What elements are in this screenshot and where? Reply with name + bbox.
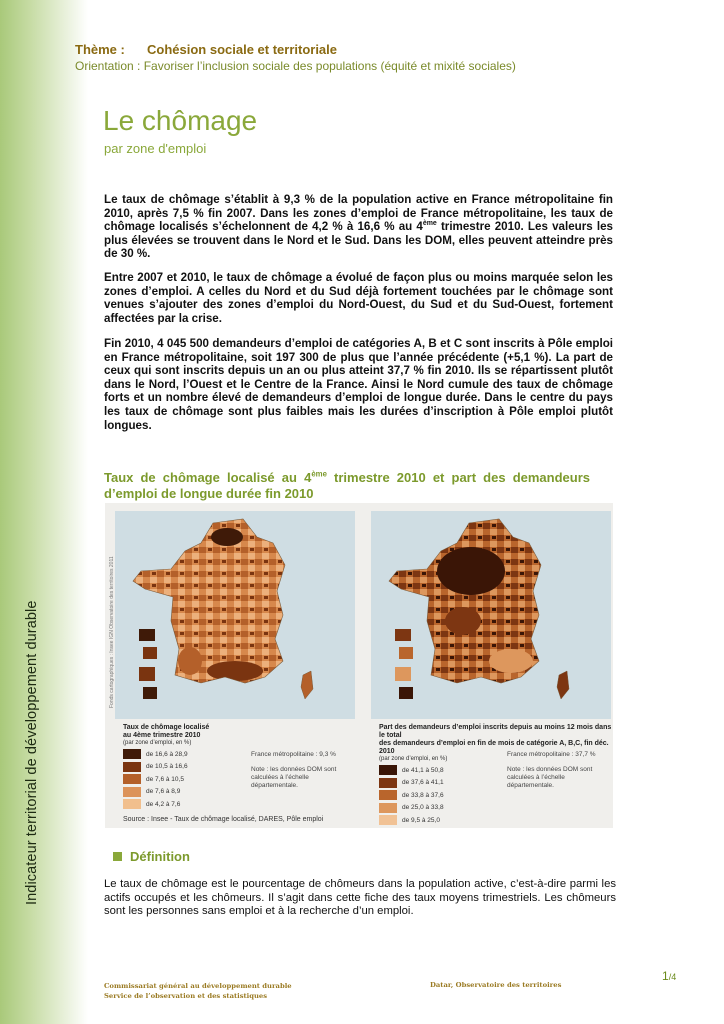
footer-left — [104, 981, 292, 1001]
legend-swatch — [123, 774, 141, 784]
legend-swatch — [123, 762, 141, 772]
legend-swatch — [379, 803, 397, 813]
legend-swatch — [123, 787, 141, 797]
map-long-term — [371, 511, 611, 719]
legend-right-row — [379, 814, 619, 827]
figure-source: Source : Insee - Taux de chômage localisé, DARES, Pôle emploi — [123, 816, 324, 823]
footer-left-line1: Commissariat général au développement durable — [104, 982, 292, 990]
map-unemployment — [115, 511, 355, 719]
legend-right — [379, 724, 619, 827]
legend-class-label: de 37,6 à 41,1 — [402, 779, 444, 787]
paragraph-2: Entre 2007 et 2010, le taux de chômage a évolué de façon plus ou moins marquée selon les zones d’emploi. A celles du Nord et du Sud déjà fortement touchées par le chômage sont venues s’ajouter des zones d’emploi du Nord-Ouest, du Sud et du Sud-Ouest, fortement affectées par la crise. — [104, 271, 613, 325]
maps-figure — [105, 503, 613, 828]
legend-class-label: de 33,8 à 37,6 — [402, 791, 444, 799]
legend-left-unit: (par zone d’emploi, en %) — [123, 740, 192, 746]
legend-swatch — [379, 790, 397, 800]
legend-swatch — [379, 815, 397, 825]
legend-class-label: de 10,5 à 16,6 — [146, 763, 188, 771]
definition-heading: Définition — [130, 849, 190, 864]
legend-swatch — [379, 778, 397, 788]
legend-left-title-a: Taux de chômage localisé — [123, 724, 210, 731]
legend-right-row — [379, 802, 619, 815]
legend-left-note: Note : les données DOM sont calculées à l’échelle départementale. — [251, 766, 337, 789]
legend-class-label: de 41,1 à 50,8 — [402, 766, 444, 774]
map-vertical-source: Fonds cartographiques : Insee IGN Observatoire des territoires 2011 — [109, 556, 115, 708]
theme-label: Thème : — [75, 42, 125, 57]
sidebar-band — [0, 0, 88, 1024]
definition-text: Le taux de chômage est le pourcentage de chômeurs dans la population active, c’est-à-dire parmi les actifs occupés et les chômeurs. Il s’agit dans cette fiche des taux moyens trimestriels. Les chômeurs sont les personnes sans emploi et à la recherche d’un emploi. — [104, 878, 616, 918]
legend-class-label: de 7,6 à 10,5 — [146, 775, 184, 783]
legend-right-title-b: des demandeurs d’emploi en fin de mois de catégorie A, B,C, fin déc. 2010 — [379, 740, 609, 755]
legend-right-title-a: Part des demandeurs d’emploi inscrits depuis au moins 12 mois dans le total — [379, 724, 612, 739]
page-title: Le chômage — [103, 105, 258, 136]
square-bullet-icon — [113, 852, 122, 861]
legend-swatch — [379, 765, 397, 775]
legend-swatch — [123, 749, 141, 759]
legend-swatch — [123, 799, 141, 809]
legend-left-row — [123, 798, 363, 811]
sidebar-vertical-label: Indicateur territorial de développement durable — [24, 600, 40, 905]
legend-class-label: de 25,0 à 33,8 — [402, 804, 444, 812]
france-map-right — [371, 511, 611, 719]
legend-class-label: de 9,5 à 25,0 — [402, 816, 440, 824]
paragraph-3: Fin 2010, 4 045 500 demandeurs d’emploi de catégories A, B et C sont inscrits à Pôle emploi en France métropolitaine, soit 197 300 de plus que l’année précédente (+5,1 %). La part de ceux qui sont inscrits depuis un an ou plus atteint 37,7 % fin 2010. Ils se répartissent plutôt dans le Nord, l’Ouest et le Centre de la France. Ainsi le Nord cumule des taux de chômage forts et un nombre élevé de demandeurs d’emploi de longue durée. Dans le centre du pays les taux de chômage sont plus faibles mais les durées d’inscription à Pôle emploi plutôt longues. — [104, 337, 613, 432]
theme-value: Cohésion sociale et territoriale — [147, 42, 338, 57]
footer-left-line2: Service de l’observation et des statistiques — [104, 992, 268, 1000]
legend-left-fm: France métropolitaine : 9,3 % — [251, 751, 336, 758]
footer-right: Datar, Observatoire des territoires — [430, 981, 562, 989]
figure-title: Taux de chômage localisé au 4ème trimestre 2010 et part des demandeurs d’emploi de longue durée fin 2010 — [104, 469, 590, 501]
legend-right-fm: France métropolitaine : 37,7 % — [507, 751, 596, 758]
france-map-left — [115, 511, 355, 719]
dom-insets-right — [395, 629, 413, 699]
legend-right-note: Note : les données DOM sont calculées à l’échelle départementale. — [507, 766, 593, 789]
legend-class-label: de 16,6 à 28,9 — [146, 750, 188, 758]
orientation-line: Orientation : Favoriser l’inclusion sociale des populations (équité et mixité sociales) — [75, 59, 516, 73]
legend-class-label: de 4,2 à 7,6 — [146, 800, 181, 808]
page-subtitle: par zone d'emploi — [104, 141, 207, 156]
legend-left — [123, 724, 363, 811]
legend-right-unit: (par zone d’emploi, en %) — [379, 756, 448, 762]
page-number: 1/4 — [662, 969, 677, 983]
theme-line — [75, 42, 337, 57]
legend-left-title-b: au 4ème trimestre 2010 — [123, 732, 201, 739]
legend-class-label: de 7,6 à 8,9 — [146, 788, 181, 796]
paragraph-1: Le taux de chômage s’établit à 9,3 % de la population active en France métropolitaine fin 2010, après 7,5 % fin 2007. Dans les zones d’emploi de France métropolitaine, les taux de chômage localisés s’échelonnent de 4,2 % à 16,6 % au 4ème trimestre 2010. Les valeurs les plus élevées se trouvent dans le Nord et le Sud. Dans les DOM, elles peuvent atteindre près de 30 %. — [104, 193, 613, 261]
dom-insets-left — [139, 629, 157, 699]
legend-right-row — [379, 789, 619, 802]
